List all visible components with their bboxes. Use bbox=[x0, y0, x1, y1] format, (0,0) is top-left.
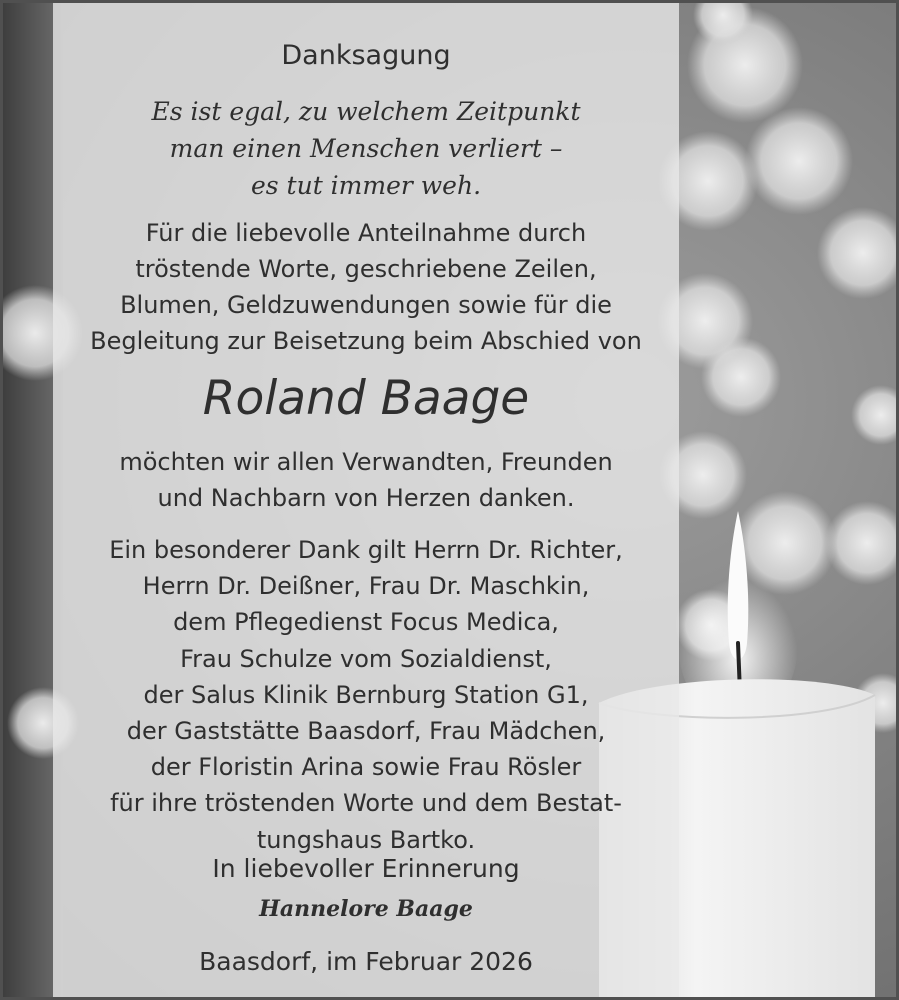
closing-block bbox=[53, 851, 679, 887]
paragraph-line: möchten wir allen Verwandten, Freunden bbox=[119, 448, 613, 476]
paragraph-line: Ein besonderer Dank gilt Herrn Dr. Richter, bbox=[109, 536, 623, 564]
thanks-recipients-paragraph bbox=[53, 444, 679, 516]
notice-heading-block bbox=[53, 39, 679, 73]
paragraph-line: Herrn Dr. Deißner, Frau Dr. Maschkin, bbox=[142, 572, 590, 601]
closing-text: In liebevoller Erinnerung bbox=[212, 854, 520, 883]
notice-text bbox=[53, 3, 679, 997]
paragraph-line: Blumen, Geldzuwendungen sowie für die bbox=[120, 291, 612, 319]
paragraph-line: der Gaststätte Baasdorf, Frau Mädchen, bbox=[126, 717, 606, 746]
paragraph-line: und Nachbarn von Herzen danken. bbox=[157, 484, 575, 512]
paragraph-line: der Floristin Arina sowie Frau Rösler bbox=[150, 753, 582, 782]
motto-line: man einen Menschen verliert – bbox=[169, 134, 563, 163]
place-date: Baasdorf, im Februar 2026 bbox=[199, 947, 533, 976]
special-thanks-paragraph bbox=[53, 532, 679, 858]
paragraph-line: Für die liebevolle Anteilnahme durch bbox=[145, 219, 587, 247]
paragraph-line: tungshaus Bartko. bbox=[256, 825, 476, 854]
deceased-name-block bbox=[53, 369, 679, 429]
motto bbox=[53, 93, 679, 204]
thanks-paragraph bbox=[53, 215, 679, 359]
paragraph-line: Frau Schulze vom Sozialdienst, bbox=[180, 644, 552, 673]
notice-heading: Danksagung bbox=[281, 40, 451, 71]
place-date-block bbox=[53, 944, 679, 980]
paragraph-line: Begleitung zur Beisetzung beim Abschied von bbox=[90, 327, 642, 355]
deceased-name: Roland Baage bbox=[202, 371, 530, 426]
paragraph-line: dem Pflegedienst Focus Medica, bbox=[173, 608, 559, 637]
motto-line: es tut immer weh. bbox=[250, 171, 482, 200]
paragraph-line: tröstende Worte, geschriebene Zeilen, bbox=[135, 255, 597, 283]
signer-name: Hannelore Baage bbox=[259, 896, 473, 922]
signer-block bbox=[53, 891, 679, 927]
motto-line: Es ist egal, zu welchem Zeitpunkt bbox=[151, 97, 581, 126]
paragraph-line: der Salus Klinik Bernburg Station G1, bbox=[143, 680, 589, 709]
paragraph-line: für ihre tröstenden Worte und dem Bestat- bbox=[110, 789, 622, 818]
